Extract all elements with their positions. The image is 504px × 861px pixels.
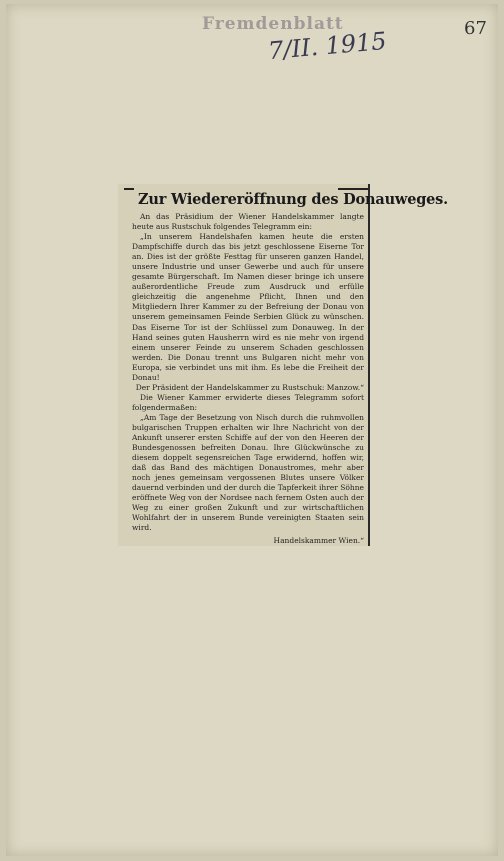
page-number: 67 [464,18,487,39]
article-paragraph-reply-intro: Die Wiener Kammer erwiderte dieses Telegramm sofort folgendermaßen: [132,392,364,412]
article-paragraph-reply: „Am Tage der Besetzung von Nisch durch die ruhmvollen bulgarischen Truppen erhalten wir Ihre Nachricht von der Ankunft unserer ersten Schiffe auf der von den Heeren der Bundesgenossen befreiten Donau. Ihre Glückwünsche zu diesem doppelt segensreichen Tage erwidernd, hoffen wir, daß das Band des mächtigen Donaustromes, mehr aber noch jenes gemeinsam vergossenen Blutes unsere Völker dauernd verbinden und der durch die Tapferkeit ihrer Söhne eröffnete Weg von der Nordsee nach fernem Osten auch der Weg zu einer großen Zukunft und zur wirtschaftlichen Wohlfahrt der in unserem Bunde vereinigten Staaten sein wird. [132,412,364,533]
clipping-rule-right [338,188,368,190]
newspaper-stamp: Fremdenblatt [202,14,344,34]
clipping-rule-left [124,188,134,190]
article-paragraph-intro: An das Präsidium der Wiener Handelskammer langte heute aus Rustschuk folgendes Telegramm ein: [132,212,364,232]
article-headline: Zur Wiedereröffnung des Donauweges. [138,191,448,208]
newspaper-clipping [118,184,448,546]
article-telegram-signature: Der Präsident der Handelskammer zu Rustschuk: Manzow.“ [135,382,364,392]
article-reply-signature: Handelskammer Wien.“ [273,535,364,545]
article-body [132,212,364,546]
archive-page [6,4,498,856]
handwritten-date: 7/II. 1915 [267,26,388,66]
article-paragraph-telegram: „In unserem Handelshafen kamen heute die ersten Dampfschiffe durch das bis jetzt geschlossene Eiserne Tor an. Dies ist der größte Festtag für unseren ganzen Handel, unsere Industrie und unser Gewerbe und auch für unsere gesamte Bürgerschaft. Im Namen dieser bringe ich unsere außerordentliche Freude zum Ausdruck und erfülle gleichzeitig die angenehme Pflicht, Ihnen und den Mitgliedern Ihrer Kammer zu der Befreiung der Donau von unserem gemeinsamen Feinde Serbien Glück zu wünschen. Das Eiserne Tor ist der Schlüssel zum Donauweg. In der Hand seines guten Hausherrn wird es nie mehr von irgend einem unserer Feinde zu unserem Schaden geschlossen werden. Die Donau trennt uns Bulgaren nicht mehr von Europa, sie verbindet uns mit ihm. Es lebe die Freiheit der Donau! [132,232,364,382]
